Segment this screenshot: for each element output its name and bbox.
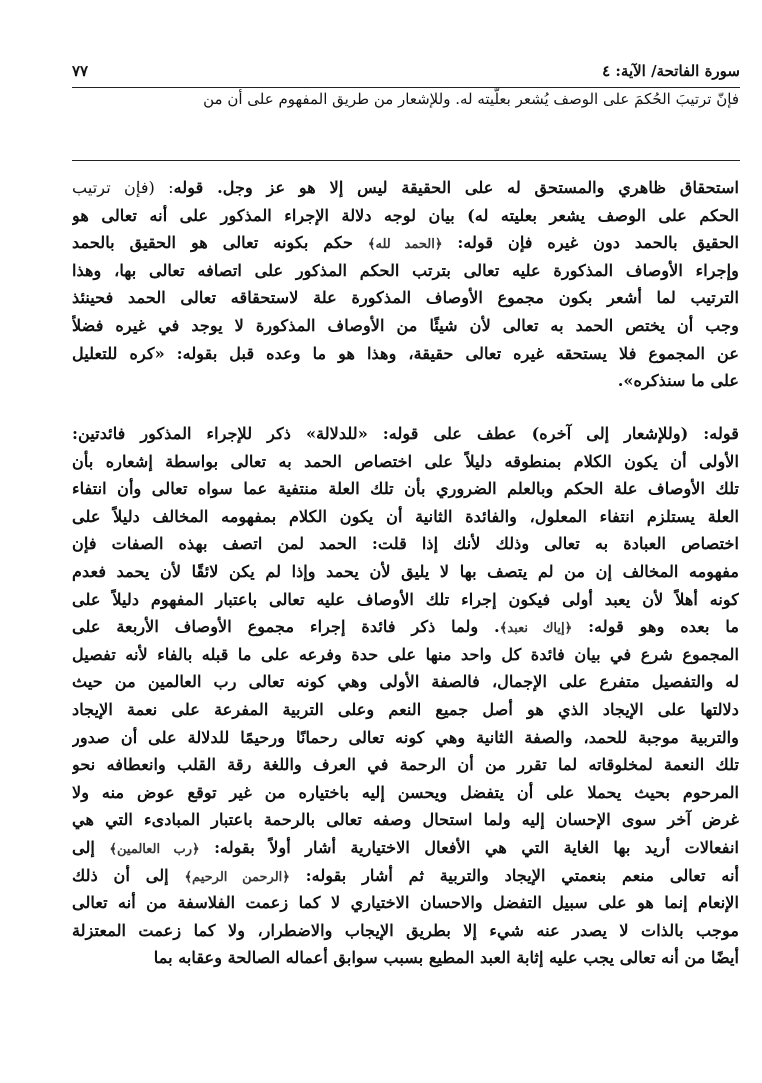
text-segment: مفهومه المخالف إن من لم يتصف بها لا يليق لأن يحمد وإذا لم يكن لائقًا لأن يحمد فعدم (72, 561, 739, 581)
header-title: سورة الفاتحة/ الآية: ٤ (602, 62, 740, 80)
text-line (72, 751, 739, 779)
text-segment: تلك النعمة لمخلوقاته لما تقرر من أن الرحمة في العرف واللغة رقة القلب وانعطافه نحو (72, 755, 739, 775)
text-line (72, 86, 739, 112)
text-segment: أنه تعالى منعم بنعمتي الإيجاد والتربية ثم أشار بقوله: (289, 865, 739, 885)
text-line (72, 586, 739, 614)
text-segment: المرحوم بحيث يحملا على أن يتفضل ويحسن إليه باختياره من غير توقع عوض منه ولا (72, 782, 739, 802)
text-line (72, 284, 739, 312)
text-segment: أيضًا من أنه تعالى يجب عليه إثابة العبد المطيع بسبب سوابق أعماله الصالحة وعقابه بما (153, 948, 739, 968)
text-line (72, 202, 739, 230)
text-line (72, 889, 739, 917)
text-segment: . ولما ذكر فائدة إجراء مجموع الأوصاف الأربعة على (72, 617, 500, 637)
text-line (72, 558, 739, 586)
text-line (72, 312, 739, 340)
text-line (72, 806, 739, 834)
bold-keyword: قوله (709, 424, 739, 443)
text-line (72, 257, 739, 285)
text-segment: والتربية موجبة للحمد، والصفة الثانية وهي كونه تعالى رحمانًا ورحيمًا للدلالة على أن صدور (72, 727, 739, 747)
text-segment: كونه أهلاً لأن يعبد أولى فيكون إجراء تلك الأوصاف عليه تعالى باعتبار المفهوم دليلاً على (72, 589, 739, 609)
text-segment: اختصاص العبادة به تعالى وذلك لأنك إذا قلت: الحمد لمن اتصف بهذه الصفات فإن (72, 534, 739, 554)
footnote-separator (72, 160, 740, 161)
text-line (72, 834, 739, 862)
text-segment: الحقيق بالحمد دون غيره فإن قوله: (442, 233, 739, 253)
text-segment: انفعالات أريد بها الغاية التي هي الأفعال الاختيارية أشار أولاً بقوله: (199, 837, 739, 857)
text-line (72, 862, 739, 890)
text-segment: : (فإن ترتيب (72, 178, 174, 197)
text-segment: ما بعده وهو قوله: (572, 617, 739, 637)
paragraph-2 (72, 420, 739, 972)
paragraph-1 (72, 174, 739, 395)
text-line (72, 229, 739, 257)
text-line (72, 174, 739, 202)
text-line (72, 779, 739, 807)
text-line (72, 503, 739, 531)
text-segment: إلى (72, 837, 110, 857)
text-line (72, 696, 739, 724)
text-segment: وإجراء الأوصاف المذكورة عليه تعالى بترتب الحكم المذكور على اتصافه تعالى بها، وهذا (72, 260, 739, 280)
text-segment: عن المجموع فلا يستحقه غيره تعالى حقيقة، وهذا هو ما وعده قبل بقوله: «كره للتعليل (72, 343, 739, 363)
text-segment: على ما سنذكره». (617, 371, 739, 391)
text-segment: دلالتها على الإيجاد الذي هو أصل جميع النعم وعلى التربية المفرعة على نعمة الإيجاد (72, 699, 739, 719)
text-segment: الأولى أن يكون الكلام بمنطوقه دليلاً على اختصاص الحمد به تعالى بواسطة إشعاره بأن (72, 451, 739, 471)
text-segment: غرض آخر سوى الإحسان إليه ولما استحال وصفه تعالى بالرحمة باعتبار المبادىء التي هي (72, 810, 739, 830)
text-line (72, 448, 739, 476)
quran-quote: ﴿الحمد لله﴾ (367, 237, 443, 253)
footnote (72, 86, 739, 112)
text-line (72, 530, 739, 558)
text-segment: فإنّ ترتيبَ الحُكمَ على الوصف يُشعر بعلّيته له. وللإشعار من طريق المفهوم على أن من (203, 90, 739, 108)
text-segment: استحقاق ظاهري والمستحق له على الحقيقة ليس إلا هو عز وجل. (203, 178, 739, 197)
text-segment: : (وللإشعار إلى آخره) عطف على قوله: «للدلالة» ذكر للإجراء المذكور فائدتين: (72, 424, 710, 443)
text-line (72, 367, 739, 395)
text-segment: الإنعام إنما هو على سبيل التفضل والاحسان الاختياري لا كما زعمت الفلاسفة من أنه تعالى (72, 893, 739, 913)
text-line (72, 475, 739, 503)
text-segment: تلك الأوصاف علة الحكم وبالعلم الضروري بأن تلك العلة منتفية عما سواه تعالى وأن انتفاء (72, 479, 739, 499)
page-number: ٧٧ (72, 62, 89, 80)
text-line (72, 420, 739, 448)
text-segment: الحكم على الوصف يشعر بعليته له) بيان لوجه دلالة الإجراء المذكور على أنه تعالى هو (72, 205, 739, 225)
text-line (72, 641, 739, 669)
text-segment: الترتيب لما أشعر بكون مجموع الأوصاف المذكورة علة لاستحقاقه تعالى الحمد فحينئذ (72, 288, 739, 308)
text-line (72, 917, 739, 945)
text-line (72, 724, 739, 752)
quran-quote: ﴿إياك نعبد﴾ (499, 621, 573, 637)
bold-keyword: قوله (173, 178, 204, 197)
text-line (72, 613, 739, 641)
text-segment: المجموع شرع في بيان فائدة كل واحد منها على حدة وفرعه على ما قبله بالفاء لأنه تفصيل (72, 644, 739, 664)
text-segment: وجب أن يختص الحمد به تعالى لأن شيئًا من الأوصاف المذكورة لا يوجد في غيره فضلاً (72, 315, 739, 335)
text-segment: حكم بكونه تعالى هو الحقيق بالحمد (72, 233, 368, 253)
running-header (72, 62, 740, 84)
text-line (72, 668, 739, 696)
text-segment: له والتفصيل متفرع على الإجمال، فالصفة الأولى وهي كونه تعالى رب العالمين من حيث (72, 672, 739, 692)
quran-quote: ﴿رب العالمين﴾ (109, 841, 200, 857)
quran-quote: ﴿الرحمن الرحيم﴾ (184, 869, 290, 885)
text-segment: إلى أن ذلك (72, 865, 185, 885)
text-segment: العلة يستلزم انتفاء المعلول، والفائدة الثانية أن يكون الكلام بمفهومه المخالف دليلاً على (72, 506, 739, 526)
text-line (72, 340, 739, 368)
text-line (72, 944, 739, 972)
text-segment: موجب بالذات لا يصدر عنه شيء إلا بطريق الإيجاب والاضطرار، ولا كما زعمت المعتزلة (72, 920, 739, 940)
